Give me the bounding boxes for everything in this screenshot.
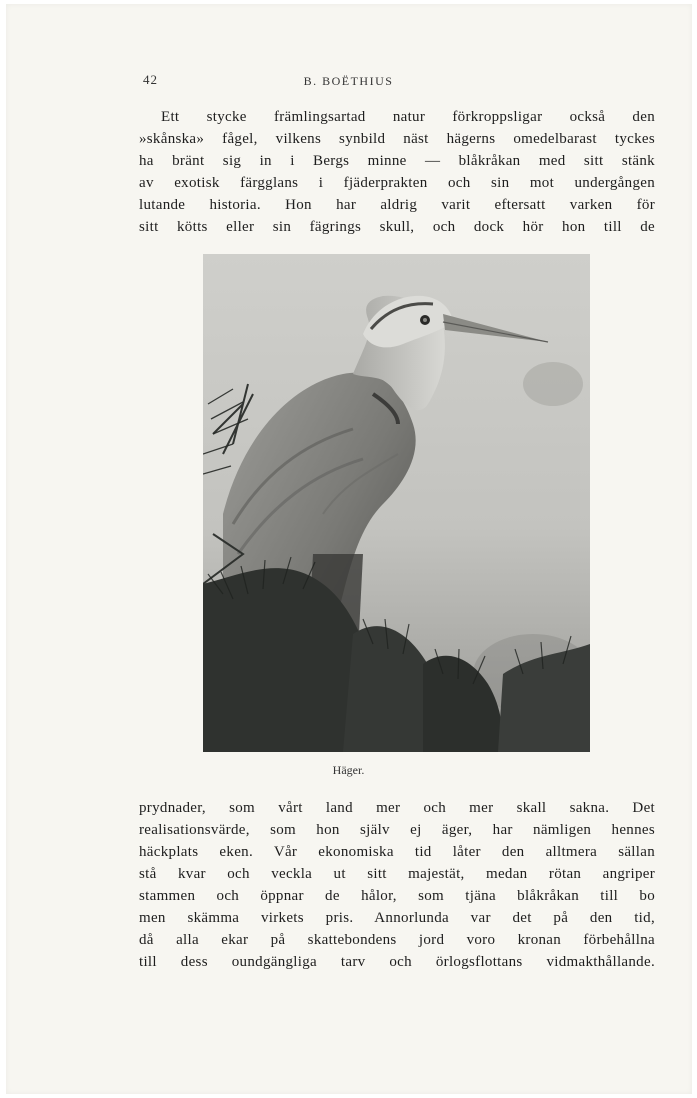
text-line: ha bränt sig in i Bergs minne — blåkråkan med sitt stänk (139, 153, 655, 169)
text-line: stammen och öppnar de hålor, som tjäna blåkråkan till bo (139, 888, 655, 904)
text-line: av exotisk färgglans i fjäderprakten och sin mot undergången (139, 175, 655, 191)
text-line: då alla ekar på skattebondens jord voro kronan förbehållna (139, 932, 655, 948)
running-head: B. BOËTHIUS (303, 74, 394, 88)
paragraph-bottom (139, 797, 655, 973)
text-line: prydnader, som vårt land mer och mer skall sakna. Det (139, 800, 655, 816)
figure-caption: Häger. (332, 763, 365, 777)
text-line: lutande historia. Hon har aldrig varit eftersatt varken för (139, 197, 655, 213)
text-line: stå kvar och veckla ut sitt majestät, medan rötan angriper (139, 866, 655, 882)
text-line: realisationsvärde, som hon själv ej äger, har nämligen hennes (139, 822, 655, 838)
page-number: 42 (143, 72, 158, 87)
paragraph-top (139, 106, 655, 238)
text-line: häckplats eken. Vår ekonomiska tid låter den alltmera sällan (139, 844, 655, 860)
heron-photograph (203, 254, 590, 752)
text-line: men skämma virkets pris. Annorlunda var det på den tid, (139, 910, 655, 926)
text-line: till dess oundgängliga tarv och örlogsflottans vidmakthållande. (139, 954, 655, 970)
text-line: »skånska» fågel, vilkens synbild näst hägerns omedelbarast tyckes (139, 131, 655, 147)
text-line: sitt kötts eller sin fägrings skull, och dock hör hon till de (139, 219, 655, 235)
text-line: Ett stycke främlingsartad natur förkroppsligar också den (161, 109, 655, 125)
